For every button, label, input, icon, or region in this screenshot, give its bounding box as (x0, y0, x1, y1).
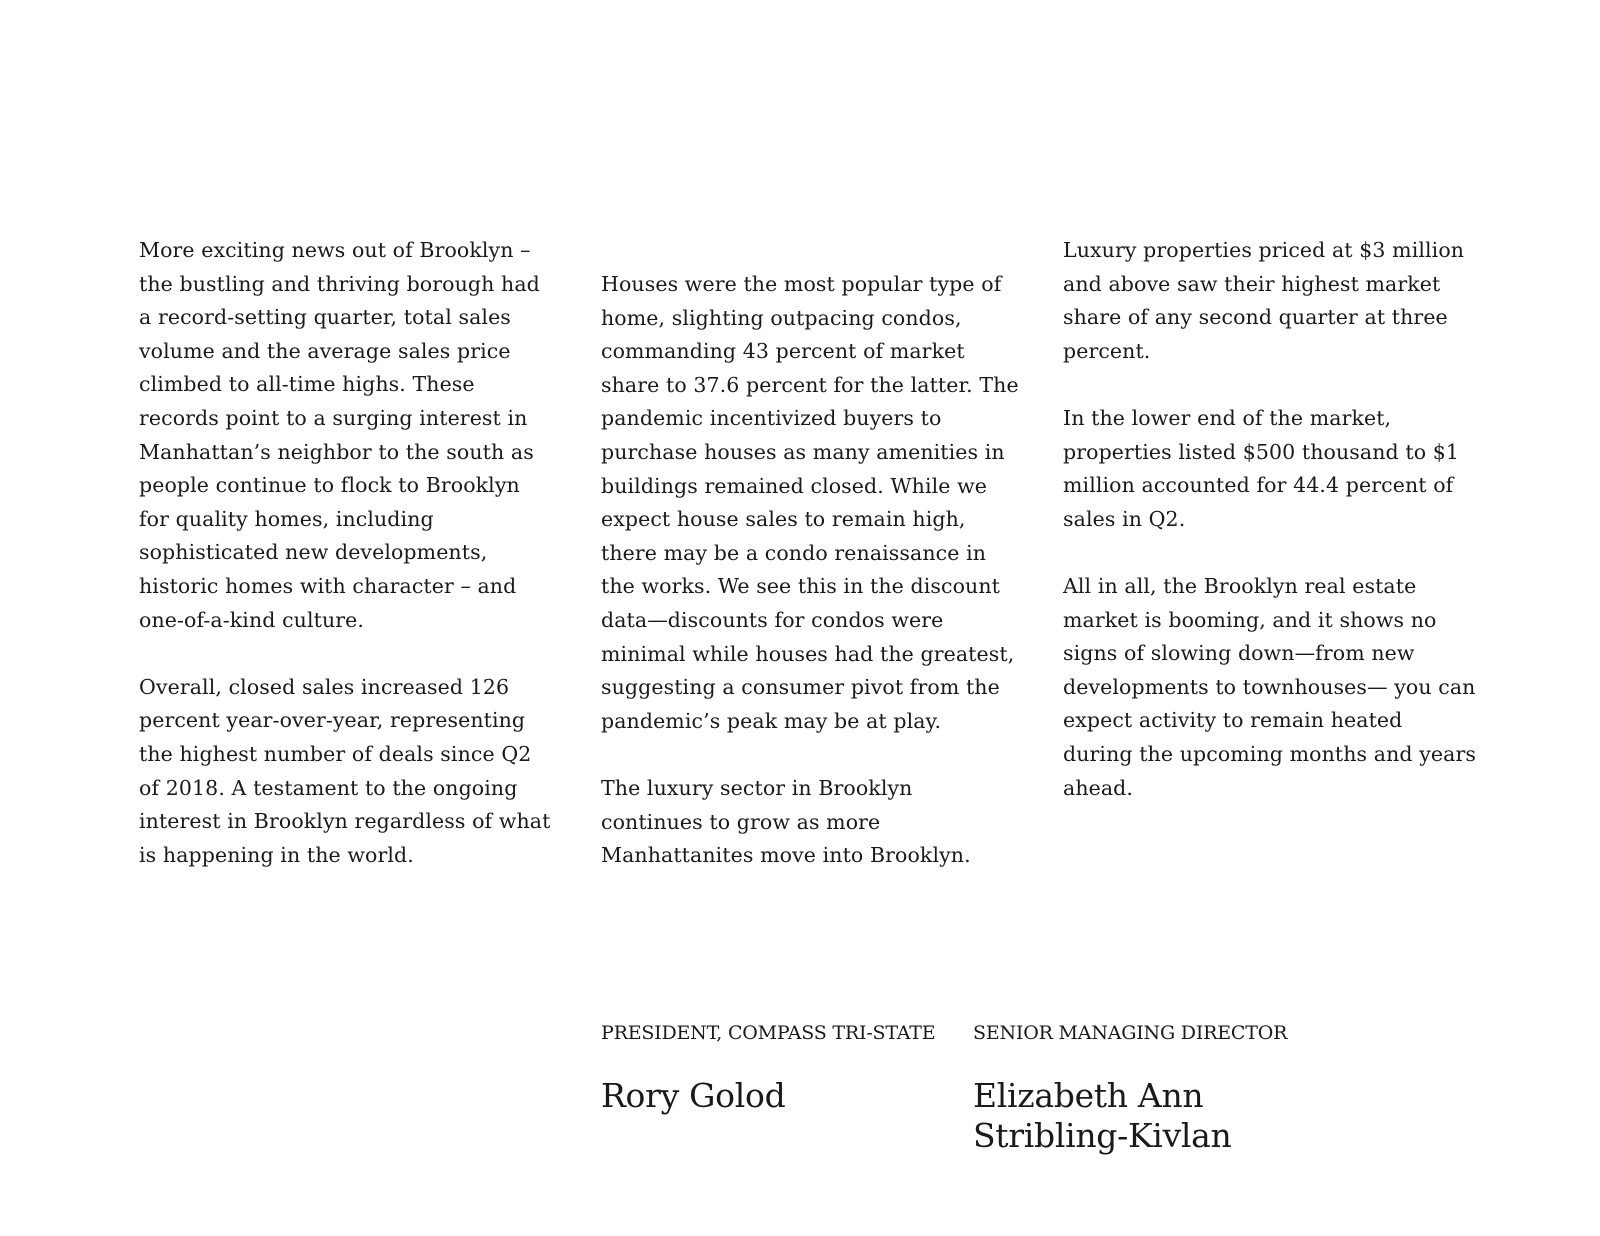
text-line: ahead. (1063, 775, 1134, 800)
text-line: percent. (1063, 338, 1151, 363)
text-line: there may be a condo renaissance in (601, 540, 987, 565)
signature-name (601, 1076, 935, 1116)
paragraph (139, 234, 559, 637)
signature-name-line: Stribling-Kivlan (973, 1116, 1232, 1155)
paragraph (139, 671, 559, 873)
text-line: pandemic incentivized buyers to (601, 406, 942, 431)
text-line: signs of slowing down—from new (1063, 641, 1415, 666)
paragraph (1063, 234, 1503, 368)
text-line: for quality homes, including (139, 506, 434, 531)
paragraph (601, 268, 1031, 738)
text-line: Manhattan’s neighbor to the south as (139, 439, 534, 464)
text-line: the works. We see this in the discount (601, 574, 1000, 599)
text-line: records point to a surging interest in (139, 405, 528, 430)
text-line: market is booming, and it shows no (1063, 607, 1437, 632)
text-line: pandemic’s peak may be at play. (601, 708, 942, 733)
column-3 (1063, 234, 1503, 805)
signature-senior-managing-director (973, 1020, 1287, 1156)
text-line: home, slighting outpacing condos, (601, 305, 962, 330)
text-line: one-of-a-kind culture. (139, 607, 365, 632)
text-line: In the lower end of the market, (1063, 405, 1392, 430)
text-line: Manhattanites move into Brooklyn. (601, 843, 971, 868)
text-line: The luxury sector in Brooklyn (601, 775, 913, 800)
text-line: expect activity to remain heated (1063, 708, 1403, 733)
signature-title: SENIOR MANAGING DIRECTOR (973, 1022, 1288, 1044)
signature-title: PRESIDENT, COMPASS TRI-STATE (601, 1022, 936, 1044)
text-line: expect house sales to remain high, (601, 507, 966, 532)
text-line: climbed to all-time highs. These (139, 372, 475, 397)
signature-name (973, 1076, 1287, 1156)
text-line: the highest number of deals since Q2 (139, 741, 532, 766)
signature-name-line: Elizabeth Ann (973, 1076, 1204, 1115)
text-line: a record-setting quarter, total sales (139, 305, 511, 330)
text-line: and above saw their highest market (1063, 271, 1441, 296)
text-line: More exciting news out of Brooklyn – (139, 238, 531, 262)
text-line: sophisticated new developments, (139, 540, 488, 565)
text-line: volume and the average sales price (139, 338, 511, 363)
text-line: share to 37.6 percent for the latter. The (601, 372, 1019, 397)
text-line: percent year-over-year, representing (139, 708, 526, 733)
text-line: sales in Q2. (1063, 506, 1186, 531)
text-line: Overall, closed sales increased 126 (139, 674, 510, 699)
text-line: continues to grow as more (601, 809, 881, 834)
text-line: historic homes with character – and (139, 573, 517, 598)
text-line: during the upcoming months and years (1063, 741, 1476, 766)
text-line: Houses were the most popular type of (601, 272, 1002, 296)
text-line: of 2018. A testament to the ongoing (139, 775, 518, 800)
column-2 (601, 268, 1031, 873)
signature-president (601, 1020, 935, 1116)
text-line: minimal while houses had the greatest, (601, 641, 1015, 666)
text-line: million accounted for 44.4 percent of (1063, 473, 1454, 498)
text-line: suggesting a consumer pivot from the (601, 675, 1000, 700)
text-line: is happening in the world. (139, 842, 414, 867)
paragraph (601, 772, 1031, 873)
text-line: share of any second quarter at three (1063, 305, 1448, 330)
text-line: developments to townhouses— you can (1063, 674, 1476, 699)
text-line: the bustling and thriving borough had (139, 271, 540, 296)
text-line: properties listed $500 thousand to $1 (1063, 439, 1460, 464)
text-line: buildings remained closed. While we (601, 473, 988, 498)
column-1 (139, 234, 559, 872)
text-line: people continue to flock to Brooklyn (139, 473, 520, 498)
text-line: Luxury properties priced at $3 million (1063, 238, 1465, 262)
paragraph (1063, 402, 1503, 536)
text-line: commanding 43 percent of market (601, 339, 965, 364)
text-line: All in all, the Brooklyn real estate (1063, 573, 1417, 598)
text-line: interest in Brooklyn regardless of what (139, 809, 551, 834)
signature-name-line: Rory Golod (601, 1076, 786, 1115)
paragraph (1063, 570, 1503, 805)
text-line: data—discounts for condos were (601, 607, 944, 632)
text-line: purchase houses as many amenities in (601, 439, 1005, 464)
